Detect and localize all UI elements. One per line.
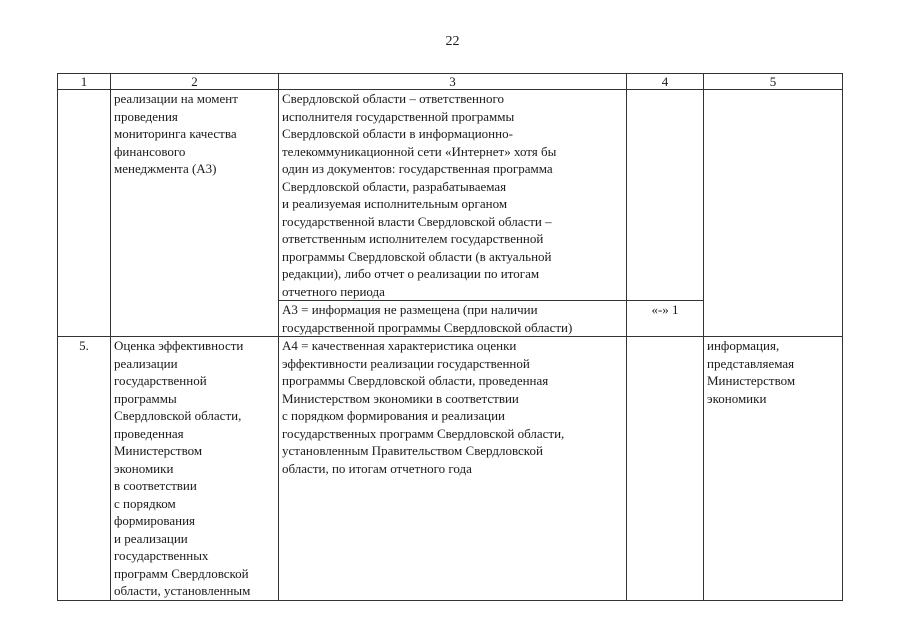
document-table (57, 73, 843, 601)
table-row-continued-a (58, 90, 843, 301)
column-header-3: 3 (279, 74, 627, 90)
page-number: 22 (445, 34, 460, 49)
column-header-1: 1 (58, 74, 111, 90)
cell-criteria-continued: Свердловской области – ответственного исполнителя государственной программы Свердловской области в информационно- телекоммуникационной сети «Интернет» хотя бы один из документов: государственная программа Свердловской области, разрабатываемая и реализуемая исполнительным органом государственной власти Свердловской области – ответственным исполнителем государственной программы Свердловской области (в актуальной редакции), либо отчет о реализации по итогам отчетного периода (279, 90, 627, 301)
cell-indicator-name-continued: реализации на момент проведения мониторинга качества финансового менеджмента (А3) (111, 90, 279, 337)
cell-indicator-name-5: Оценка эффективности реализации государственной программы Свердловской области, проведенная Министерством экономики в соответствии с порядком формирования и реализации государственных программ Свердловской области, установленным (111, 337, 279, 601)
cell-score-continued (627, 90, 704, 301)
column-header-5: 5 (704, 74, 843, 90)
cell-criteria-a3: А3 = информация не размещена (при наличии государственной программы Свердловской области) (279, 301, 627, 337)
column-header-4: 4 (627, 74, 704, 90)
cell-number-continued (58, 90, 111, 337)
header-row (58, 74, 843, 90)
cell-number-5: 5. (58, 337, 111, 601)
cell-source-continued (704, 90, 843, 337)
cell-source-5: информация, представляемая Министерством экономики (704, 337, 843, 601)
table-row-5 (58, 337, 843, 601)
cell-criteria-a4: А4 = качественная характеристика оценки эффективности реализации государственной программы Свердловской области, проведенная Министерством экономики в соответствии с порядком формирования и реализации государственных программ Свердловской области, установленным Правительством Свердловской области, по итогам отчетного года (279, 337, 627, 601)
cell-score-a3: «-» 1 (627, 301, 704, 337)
column-header-2: 2 (111, 74, 279, 90)
cell-score-5 (627, 337, 704, 601)
